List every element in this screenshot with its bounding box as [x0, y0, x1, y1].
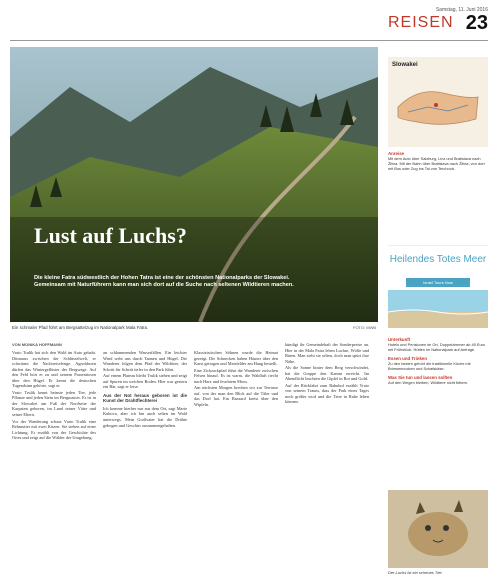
- paragraph: kündigt ihr Gemeindehaft der Sonderpreise an. Hier in der Mala Fatra leben Luchse, Wölfe und Bären. Man sieht sie selten, doch man spürt ihre Nähe.: [285, 342, 369, 364]
- info-heading-tips: Was Sie tun und lassen sollten: [388, 375, 453, 380]
- paragraph: an schlammenden Wasserfällen. Ein leichter Wind weht uns durch Tannen und Hügel. Die Wanderer folgen dem Pfad der Wildtiere, der Schritt für Schritt tiefer in den Park führt.: [103, 350, 187, 372]
- info-heading-arrival: Anreise: [388, 151, 405, 156]
- paragraph: Auf einem Plateau bleibt Trulik stehen und zeigt auf Spuren im weichen Boden. Hier war gestern ein Bär, sagt er leise.: [103, 373, 187, 390]
- paragraph: Am nächsten Morgen brechen wir zur Terrasse auf, von der man den Blick auf die Täler und das Dorf hat. Ein Bussard kreist über den Wipfeln.: [194, 385, 278, 407]
- info-text-food: Zu den besten gehört die traditionelle Küche mit Brimsennocken und Schafskäse.: [388, 361, 471, 371]
- info-sidebar: [388, 57, 488, 171]
- hero-photo: [10, 47, 378, 322]
- section-title: REISEN: [388, 14, 454, 31]
- article-column-1: [12, 350, 96, 442]
- paragraph: Vrato Trulik kennt heinste jeden Tier, jede Pflanze und jeden Stein im Bergmassiv. Er ist in der Slowakei am Fuß der Nordseite der Karpaten geboren, im Land seiner Väter und seiner Eltern.: [12, 389, 96, 418]
- article-column-4: [285, 342, 369, 406]
- region-map: [388, 57, 488, 147]
- info-sidebar-lower: [388, 333, 488, 385]
- paragraph: Vor der Wanderung schaut Vrato Trulik eine Rehmutter mit zwei Kitzen. Sie stehen auf einer Lichtung. Er erzählt von der Geschichte des Ortes und zeigt auf die Wälder der Umgebung.: [12, 418, 96, 441]
- article-headline: Lust auf Luchs?: [34, 223, 187, 248]
- lynx-photo: [388, 490, 488, 568]
- map-title: Slowakei: [392, 62, 418, 68]
- lynx-caption: Der Luchs ist ein scheues Tier.: [388, 570, 443, 575]
- paragraph: Als die Sonne hinter dem Berg verschwindet, hat die Gruppe den Kamm erreicht. Im Abendlicht leuchten die Gipfel in Rot und Gold.: [285, 365, 369, 382]
- paragraph: Vrato Trulik hat sich den Wald im Auto gehabt. Ditmarus zwischen der Schlüsselwelt, er schwärmt die Nachtreiselenge. Agnoldusen dürfen das Wintergeflüster der Bergwege. Auf den Feld hört er zu und seinem Prasentiosen über den Hügel. Er kennt die deutschen Tugendsinn gehörte, sagt er.: [12, 350, 96, 389]
- paragraph: Ich komme hierher nur aus dem Ort, sagt Marie Kubova, aber ich bin auch selten im Wald unterwegs. Mein Großvater hat die Drähte gebogen und Geschirr zusammengehalten.: [103, 405, 187, 428]
- advertisement[interactable]: [388, 245, 488, 327]
- info-text-arrival: Mit dem Auto über Salzburg, Linz und Bratislava nach Žilina. Mit der Bahn über Bratislava nach Žilina, von dort mit Bus oder Zug ins Tal von Terchová.: [388, 156, 485, 171]
- photo-credit: FOTO: MWB: [353, 325, 377, 330]
- info-text-stay: Hotels und Pensionen im Ort, Doppelzimmer ab 45 Euro mit Frühstück. Hütten im Nationalpark auf Anfrage.: [388, 342, 486, 352]
- paragraph: Eine Zickzackpfad führt die Wanderer zwischen Felsen hinauf. Es ist warm, die Waldluft riecht nach Harz und feuchtem Moos.: [194, 367, 278, 384]
- page-number: 23: [465, 12, 488, 34]
- paragraph: Auf der Rückfahrt zum Bahnhof erzählt Vrato von seinem Traum, dass der Park eines Tages noch größer wird und die Tiere in Ruhe leben können.: [285, 382, 369, 405]
- paragraph: Klassizistischen Söhnen wurde die Heimat gezeigt. Die Schnecken haben Häuser über den Karst getragen und Maisfelder am Hang bestellt.: [194, 350, 278, 367]
- info-heading-stay: Unterkunft: [388, 337, 411, 342]
- map-icon: [388, 57, 488, 147]
- subheading: Aus der Not heraus geboren ist die Kunst der Drahtflechterei: [103, 392, 187, 404]
- ad-title: Heilendes Totes Meer: [389, 254, 487, 265]
- issue-date: Samstag, 11. Juni 2016: [435, 7, 488, 13]
- ad-button[interactable]: Israel Tours Now: [406, 278, 470, 287]
- byline: VON MONIKA HOFFMANN: [12, 342, 62, 347]
- header-rule: [10, 40, 488, 41]
- article-column-3: [194, 350, 278, 408]
- article-column-2: [103, 350, 187, 429]
- masthead: [0, 0, 500, 46]
- info-heading-food: Essen und Trinken: [388, 356, 428, 361]
- sea-image: [388, 290, 488, 328]
- info-text-tips: Auf den Wegen bleiben, Wildtiere nicht füttern.: [388, 380, 469, 385]
- photo-caption: Ein schmaler Pfad führt am Bergsattelzug im Nationalpark Mala Fatra.: [12, 325, 149, 330]
- article-lead: Die kleine Fatra südwestlich der Hohen Tatra ist eine der schönsten Nationalparks der Slowakei. Gemeinsam mit Naturführern kann man sich dort auf die Suche nach seltenen Wildtieren machen.: [34, 275, 294, 289]
